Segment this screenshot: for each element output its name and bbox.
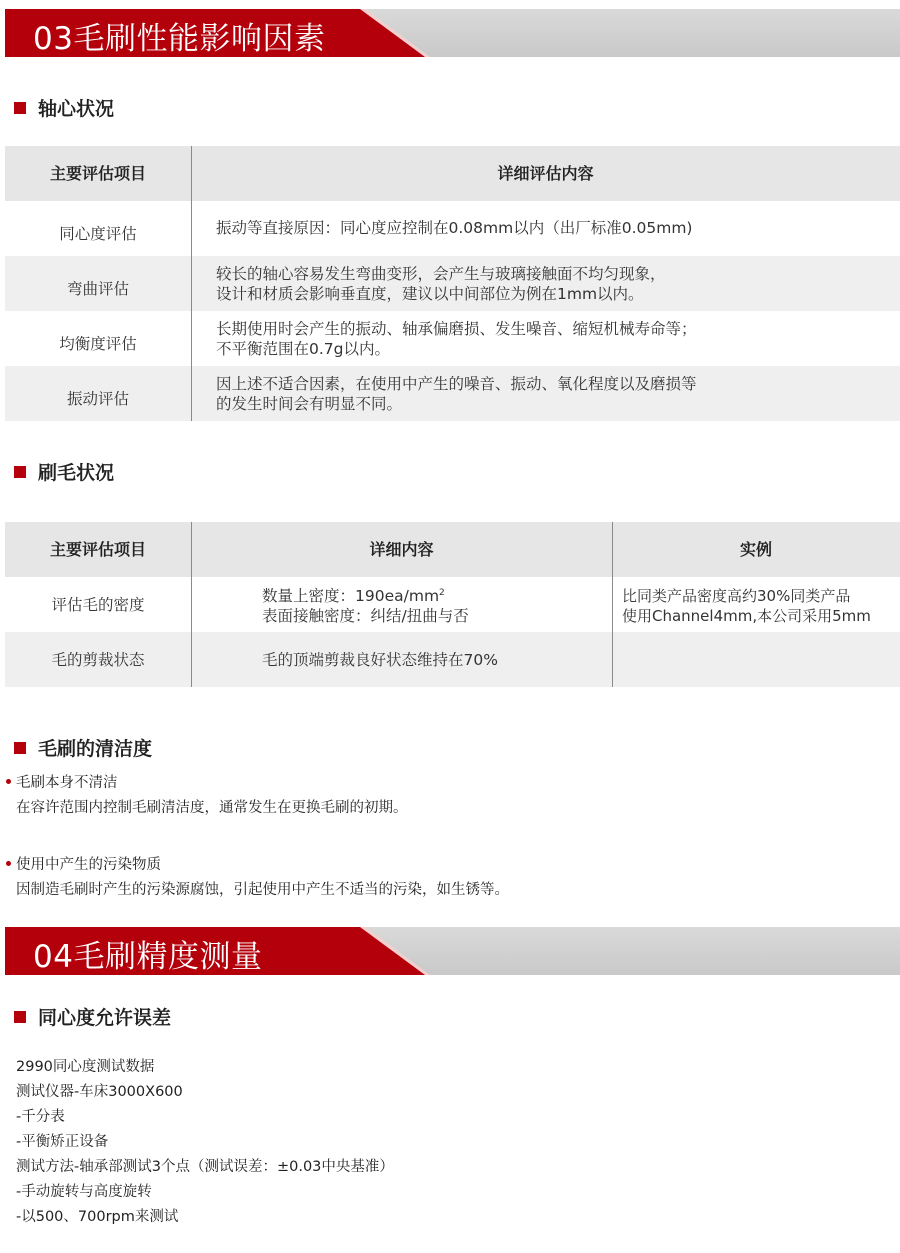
table-header-row [5, 146, 900, 201]
detail-line: 毛的顶端剪裁良好状态维持在70% [262, 650, 498, 669]
heading-text: 毛刷的清洁度 [38, 738, 153, 760]
measurement-line: -平衡矫正设备 [16, 1134, 109, 1150]
detail-line: 因上述不适合因素，在使用中产生的噪音、振动、氧化程度以及磨损等 [216, 375, 697, 393]
red-square-icon [14, 742, 26, 754]
row-item: 同心度评估 [59, 224, 137, 243]
density-text: 数量上密度：190ea/mm [262, 587, 440, 606]
table-row [5, 366, 900, 421]
heading-text: 同心度允许误差 [38, 1007, 172, 1029]
measurement-line: -以500、700rpm来测试 [16, 1209, 179, 1225]
axis-evaluation-table [5, 146, 900, 421]
detail-line [262, 583, 445, 606]
bristle-evaluation-table [5, 522, 900, 687]
row-detail [216, 201, 896, 256]
column-divider [612, 522, 613, 687]
bullet-title: 毛刷本身不清洁 [6, 771, 118, 796]
header-item: 主要评估项目 [49, 539, 146, 559]
heading-text: 刷毛状况 [38, 462, 115, 484]
row-example [622, 577, 900, 632]
detail-line: 较长的轴心容易发生弯曲变形，会产生与玻璃接触面不均匀现象， [216, 265, 666, 283]
header-item: 主要评估项目 [49, 163, 146, 183]
table-row [5, 577, 900, 632]
row-item: 振动评估 [66, 389, 129, 408]
column-divider [191, 146, 192, 421]
row-detail [216, 311, 896, 366]
detail-line: 不平衡范围在0.7g以内。 [216, 340, 390, 358]
bullet-text: 在容许范围内控制毛刷清洁度，通常发生在更换毛刷的初期。 [16, 800, 408, 816]
section-banner-03 [5, 9, 900, 57]
header-detail: 详细评估内容 [497, 163, 594, 183]
detail-line: 表面接触密度：纠结/扭曲与否 [262, 607, 469, 626]
detail-line: 的发生时间会有明显不同。 [216, 395, 403, 413]
example-line: 使用Channel4mm,本公司采用5mm [622, 607, 871, 625]
bullet-text: 因制造毛刷时产生的污染源腐蚀，引起使用中产生不适当的污染，如生锈等。 [16, 882, 509, 898]
row-detail [216, 256, 896, 311]
subsection-heading-bristle [14, 458, 114, 485]
heading-text: 轴心状况 [38, 98, 115, 120]
section-banner-04 [5, 927, 900, 975]
row-item: 弯曲评估 [66, 279, 129, 298]
row-detail [262, 577, 612, 632]
detail-line: 长期使用时会产生的振动、轴承偏磨损、发生噪音、缩短机械寿命等； [216, 320, 697, 338]
detail-line: 振动等直接原因：同心度应控制在0.08mm以内（出厂标准0.05mm) [216, 219, 693, 237]
row-item: 评估毛的密度 [51, 595, 145, 614]
subsection-heading-axis [14, 94, 114, 121]
red-square-icon [14, 1011, 26, 1023]
table-row [5, 632, 900, 687]
section-title: 03毛刷性能影响因素 [33, 21, 326, 57]
subsection-heading-concentricity [14, 1003, 171, 1030]
example-line: 比同类产品密度高约30%同类产品 [622, 587, 851, 605]
superscript: 2 [439, 587, 445, 598]
row-item: 均衡度评估 [59, 334, 137, 353]
subsection-heading-clean [14, 734, 152, 761]
measurement-line: 2990同心度测试数据 [16, 1059, 155, 1075]
row-detail [216, 366, 896, 421]
row-item: 毛的剪裁状态 [51, 650, 145, 669]
column-divider [191, 522, 192, 687]
red-square-icon [14, 102, 26, 114]
red-square-icon [14, 466, 26, 478]
section-title: 04毛刷精度测量 [33, 939, 263, 975]
measurement-line: -手动旋转与高度旋转 [16, 1184, 152, 1200]
measurement-line: 测试仪器-车床3000X600 [16, 1084, 183, 1100]
bullet-title: 使用中产生的污染物质 [6, 853, 161, 878]
table-row [5, 311, 900, 366]
measurement-line: 测试方法-轴承部测试3个点（测试误差：±0.03中央基准） [16, 1159, 394, 1175]
table-row [5, 201, 900, 256]
row-detail [262, 632, 612, 687]
table-header-row [5, 522, 900, 577]
detail-line: 设计和材质会影响垂直度，建议以中间部位为例在1mm以内。 [216, 285, 644, 303]
header-example: 实例 [739, 539, 772, 559]
measurement-line: -千分表 [16, 1109, 65, 1125]
header-detail: 详细内容 [369, 539, 434, 559]
table-row [5, 256, 900, 311]
